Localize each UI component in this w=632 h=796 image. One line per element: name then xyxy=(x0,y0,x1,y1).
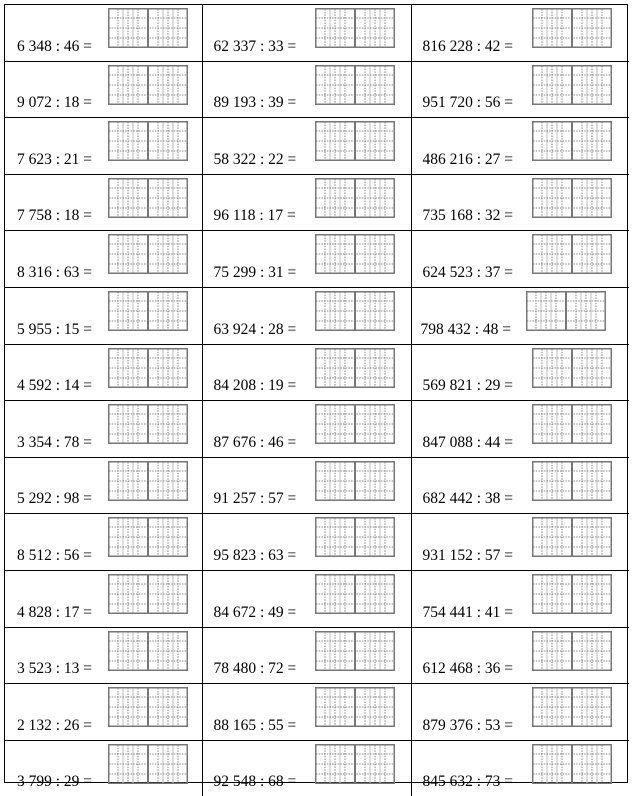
problem-cell xyxy=(411,457,629,514)
answer-box[interactable] xyxy=(315,461,395,501)
problem-cell xyxy=(5,570,202,627)
division-expression: 84 208 : 19 = xyxy=(213,377,297,395)
grid-icon xyxy=(108,8,188,48)
answer-box[interactable] xyxy=(108,631,188,671)
division-expression: 569 821 : 29 = xyxy=(422,377,514,395)
problem-row xyxy=(5,61,629,118)
division-expression: 612 468 : 36 = xyxy=(422,660,514,678)
grid-icon xyxy=(315,121,395,161)
grid-icon xyxy=(315,178,395,218)
division-problem xyxy=(412,458,630,514)
division-expression: 95 823 : 63 = xyxy=(213,546,297,564)
grid-icon xyxy=(532,404,612,444)
division-problem xyxy=(5,628,202,684)
division-problem xyxy=(5,288,202,344)
division-problem xyxy=(5,571,202,627)
grid-icon xyxy=(315,631,395,671)
grid-icon xyxy=(532,65,612,105)
division-expression: 7 623 : 21 = xyxy=(17,150,93,168)
problem-cell xyxy=(411,118,629,175)
division-expression: 87 676 : 46 = xyxy=(213,433,297,451)
division-problem xyxy=(412,514,630,570)
problem-cell xyxy=(202,514,411,571)
answer-box[interactable] xyxy=(108,461,188,501)
answer-box[interactable] xyxy=(108,404,188,444)
division-problem xyxy=(5,684,202,740)
division-expression: 89 193 : 39 = xyxy=(213,94,297,112)
division-problem xyxy=(5,458,202,514)
division-expression: 6 348 : 46 = xyxy=(17,37,93,55)
grid-icon xyxy=(526,291,606,331)
problem-row xyxy=(5,627,629,684)
problem-row xyxy=(5,684,629,741)
division-expression: 8 512 : 56 = xyxy=(17,546,93,564)
division-problem xyxy=(203,231,411,287)
division-problem xyxy=(5,175,202,231)
grid-icon xyxy=(532,574,612,614)
grid-icon xyxy=(315,291,395,331)
division-problem xyxy=(412,345,630,401)
problem-cell xyxy=(411,344,629,401)
grid-icon xyxy=(108,348,188,388)
division-problem xyxy=(203,175,411,231)
division-problem xyxy=(203,5,411,61)
grid-icon xyxy=(108,744,188,784)
division-expression: 9 072 : 18 = xyxy=(17,94,93,112)
division-problem xyxy=(203,628,411,684)
problem-cell xyxy=(411,401,629,458)
answer-box[interactable] xyxy=(532,65,612,105)
answer-box[interactable] xyxy=(315,65,395,105)
answer-box[interactable] xyxy=(108,178,188,218)
problem-cell xyxy=(5,5,202,61)
problem-cell xyxy=(411,287,629,344)
answer-box[interactable] xyxy=(315,178,395,218)
problem-cell xyxy=(202,627,411,684)
problem-cell xyxy=(202,5,411,61)
answer-box[interactable] xyxy=(315,517,395,557)
problem-cell xyxy=(202,570,411,627)
division-problem xyxy=(412,628,630,684)
answer-box[interactable] xyxy=(315,121,395,161)
problem-cell xyxy=(5,740,202,796)
answer-box[interactable] xyxy=(108,121,188,161)
division-expression: 3 354 : 78 = xyxy=(17,433,93,451)
answer-box[interactable] xyxy=(315,687,395,727)
division-problem xyxy=(412,118,630,174)
problem-cell xyxy=(411,514,629,571)
division-expression: 92 548 : 68 = xyxy=(213,773,297,791)
problem-cell xyxy=(202,740,411,796)
answer-box[interactable] xyxy=(315,404,395,444)
division-problem xyxy=(412,62,630,118)
grid-icon xyxy=(315,687,395,727)
division-expression: 2 132 : 26 = xyxy=(17,716,93,734)
division-problem xyxy=(5,62,202,118)
problem-row xyxy=(5,118,629,175)
division-expression: 91 257 : 57 = xyxy=(213,490,297,508)
grid-icon xyxy=(108,517,188,557)
division-problem xyxy=(412,401,630,457)
division-expression: 8 316 : 63 = xyxy=(17,263,93,281)
division-problem xyxy=(412,684,630,740)
grid-icon xyxy=(108,121,188,161)
problem-cell xyxy=(5,627,202,684)
answer-box[interactable] xyxy=(108,234,188,274)
grid-icon xyxy=(532,121,612,161)
problem-cell xyxy=(411,61,629,118)
answer-box[interactable] xyxy=(315,8,395,48)
division-worksheet xyxy=(4,4,628,791)
problem-cell xyxy=(5,61,202,118)
answer-box[interactable] xyxy=(315,291,395,331)
problem-cell xyxy=(5,287,202,344)
answer-box[interactable] xyxy=(532,461,612,501)
answer-box[interactable] xyxy=(526,291,606,331)
problem-cell xyxy=(202,457,411,514)
problem-cell xyxy=(202,174,411,231)
division-problem xyxy=(412,571,630,627)
answer-box[interactable] xyxy=(315,574,395,614)
answer-box[interactable] xyxy=(532,348,612,388)
division-problem xyxy=(203,684,411,740)
division-expression: 486 216 : 27 = xyxy=(422,150,514,168)
answer-box[interactable] xyxy=(532,744,612,784)
problem-cell xyxy=(411,684,629,741)
problem-cell xyxy=(411,740,629,796)
grid-icon xyxy=(532,517,612,557)
grid-icon xyxy=(532,348,612,388)
problem-cell xyxy=(202,287,411,344)
division-problem xyxy=(203,458,411,514)
problem-cell xyxy=(5,684,202,741)
grid-icon xyxy=(315,404,395,444)
division-problem xyxy=(5,741,202,796)
division-problem xyxy=(203,401,411,457)
grid-icon xyxy=(532,178,612,218)
problem-row xyxy=(5,344,629,401)
answer-box[interactable] xyxy=(532,631,612,671)
grid-icon xyxy=(108,404,188,444)
problem-cell xyxy=(411,5,629,61)
grid-icon xyxy=(108,461,188,501)
division-expression: 735 168 : 32 = xyxy=(422,207,514,225)
division-expression: 931 152 : 57 = xyxy=(422,546,514,564)
answer-box[interactable] xyxy=(315,744,395,784)
grid-icon xyxy=(532,631,612,671)
division-expression: 4 828 : 17 = xyxy=(17,603,93,621)
answer-box[interactable] xyxy=(532,574,612,614)
division-problem xyxy=(203,288,411,344)
division-problem xyxy=(5,401,202,457)
grid-icon xyxy=(108,631,188,671)
grid-icon xyxy=(108,65,188,105)
problem-row xyxy=(5,5,629,61)
division-expression: 3 523 : 13 = xyxy=(17,660,93,678)
problem-row xyxy=(5,514,629,571)
division-expression: 7 758 : 18 = xyxy=(17,207,93,225)
grid-icon xyxy=(315,65,395,105)
division-expression: 75 299 : 31 = xyxy=(213,263,297,281)
grid-icon xyxy=(108,687,188,727)
problem-row xyxy=(5,174,629,231)
grid-icon xyxy=(532,687,612,727)
problem-table xyxy=(5,5,629,796)
answer-box[interactable] xyxy=(315,348,395,388)
division-problem xyxy=(5,345,202,401)
problem-cell xyxy=(5,231,202,288)
problem-cell xyxy=(5,457,202,514)
grid-icon xyxy=(315,8,395,48)
answer-box[interactable] xyxy=(108,348,188,388)
grid-icon xyxy=(108,291,188,331)
answer-box[interactable] xyxy=(108,517,188,557)
division-problem xyxy=(5,118,202,174)
division-problem xyxy=(203,345,411,401)
problem-cell xyxy=(5,514,202,571)
division-expression: 624 523 : 37 = xyxy=(422,263,514,281)
division-expression: 951 720 : 56 = xyxy=(422,94,514,112)
answer-box[interactable] xyxy=(532,8,612,48)
problem-cell xyxy=(202,344,411,401)
problem-row xyxy=(5,570,629,627)
answer-box[interactable] xyxy=(532,234,612,274)
division-problem xyxy=(203,62,411,118)
grid-icon xyxy=(532,744,612,784)
grid-icon xyxy=(532,461,612,501)
division-problem xyxy=(5,5,202,61)
grid-icon xyxy=(108,234,188,274)
problem-cell xyxy=(411,627,629,684)
division-expression: 754 441 : 41 = xyxy=(422,603,514,621)
answer-box[interactable] xyxy=(108,744,188,784)
grid-icon xyxy=(315,234,395,274)
division-expression: 879 376 : 53 = xyxy=(422,716,514,734)
problem-row xyxy=(5,457,629,514)
division-problem xyxy=(203,118,411,174)
answer-box[interactable] xyxy=(108,65,188,105)
grid-icon xyxy=(108,574,188,614)
division-problem xyxy=(203,514,411,570)
grid-icon xyxy=(315,461,395,501)
answer-box[interactable] xyxy=(108,574,188,614)
problem-row xyxy=(5,231,629,288)
division-expression: 96 118 : 17 = xyxy=(213,207,296,225)
division-problem xyxy=(203,571,411,627)
division-expression: 5 955 : 15 = xyxy=(17,320,93,338)
answer-box[interactable] xyxy=(532,687,612,727)
division-expression: 798 432 : 48 = xyxy=(420,320,512,338)
answer-box[interactable] xyxy=(532,178,612,218)
division-problem xyxy=(5,514,202,570)
answer-box[interactable] xyxy=(532,121,612,161)
problem-cell xyxy=(202,684,411,741)
grid-icon xyxy=(532,234,612,274)
answer-box[interactable] xyxy=(532,517,612,557)
problem-cell xyxy=(202,118,411,175)
problem-cell xyxy=(5,401,202,458)
answer-box[interactable] xyxy=(108,687,188,727)
division-expression: 88 165 : 55 = xyxy=(213,716,297,734)
division-expression: 63 924 : 28 = xyxy=(213,320,297,338)
division-problem xyxy=(412,175,630,231)
answer-box[interactable] xyxy=(108,8,188,48)
division-expression: 3 799 : 29 = xyxy=(17,773,93,791)
problem-row xyxy=(5,740,629,796)
division-expression: 816 228 : 42 = xyxy=(422,37,514,55)
problem-cell xyxy=(411,570,629,627)
problem-cell xyxy=(411,231,629,288)
answer-box[interactable] xyxy=(315,234,395,274)
division-expression: 845 632 : 73 = xyxy=(422,773,514,791)
division-expression: 58 322 : 22 = xyxy=(213,150,297,168)
problem-cell xyxy=(411,174,629,231)
grid-icon xyxy=(315,348,395,388)
division-problem xyxy=(412,231,630,287)
answer-box[interactable] xyxy=(108,291,188,331)
grid-icon xyxy=(532,8,612,48)
grid-icon xyxy=(315,744,395,784)
division-expression: 78 480 : 72 = xyxy=(213,660,297,678)
division-expression: 847 088 : 44 = xyxy=(422,433,514,451)
problem-cell xyxy=(202,401,411,458)
division-problem xyxy=(412,741,630,796)
division-expression: 682 442 : 38 = xyxy=(422,490,514,508)
division-expression: 84 672 : 49 = xyxy=(213,603,297,621)
answer-box[interactable] xyxy=(532,404,612,444)
problem-cell xyxy=(5,344,202,401)
answer-box[interactable] xyxy=(315,631,395,671)
problem-cell xyxy=(202,231,411,288)
division-expression: 5 292 : 98 = xyxy=(17,490,93,508)
division-problem xyxy=(412,288,630,344)
problem-cell xyxy=(5,174,202,231)
division-expression: 62 337 : 33 = xyxy=(213,37,297,55)
division-problem xyxy=(412,5,630,61)
problem-row xyxy=(5,287,629,344)
division-problem xyxy=(5,231,202,287)
grid-icon xyxy=(108,178,188,218)
grid-icon xyxy=(315,517,395,557)
division-expression: 4 592 : 14 = xyxy=(17,377,93,395)
division-problem xyxy=(203,741,411,796)
problem-row xyxy=(5,401,629,458)
problem-cell xyxy=(5,118,202,175)
grid-icon xyxy=(315,574,395,614)
problem-cell xyxy=(202,61,411,118)
